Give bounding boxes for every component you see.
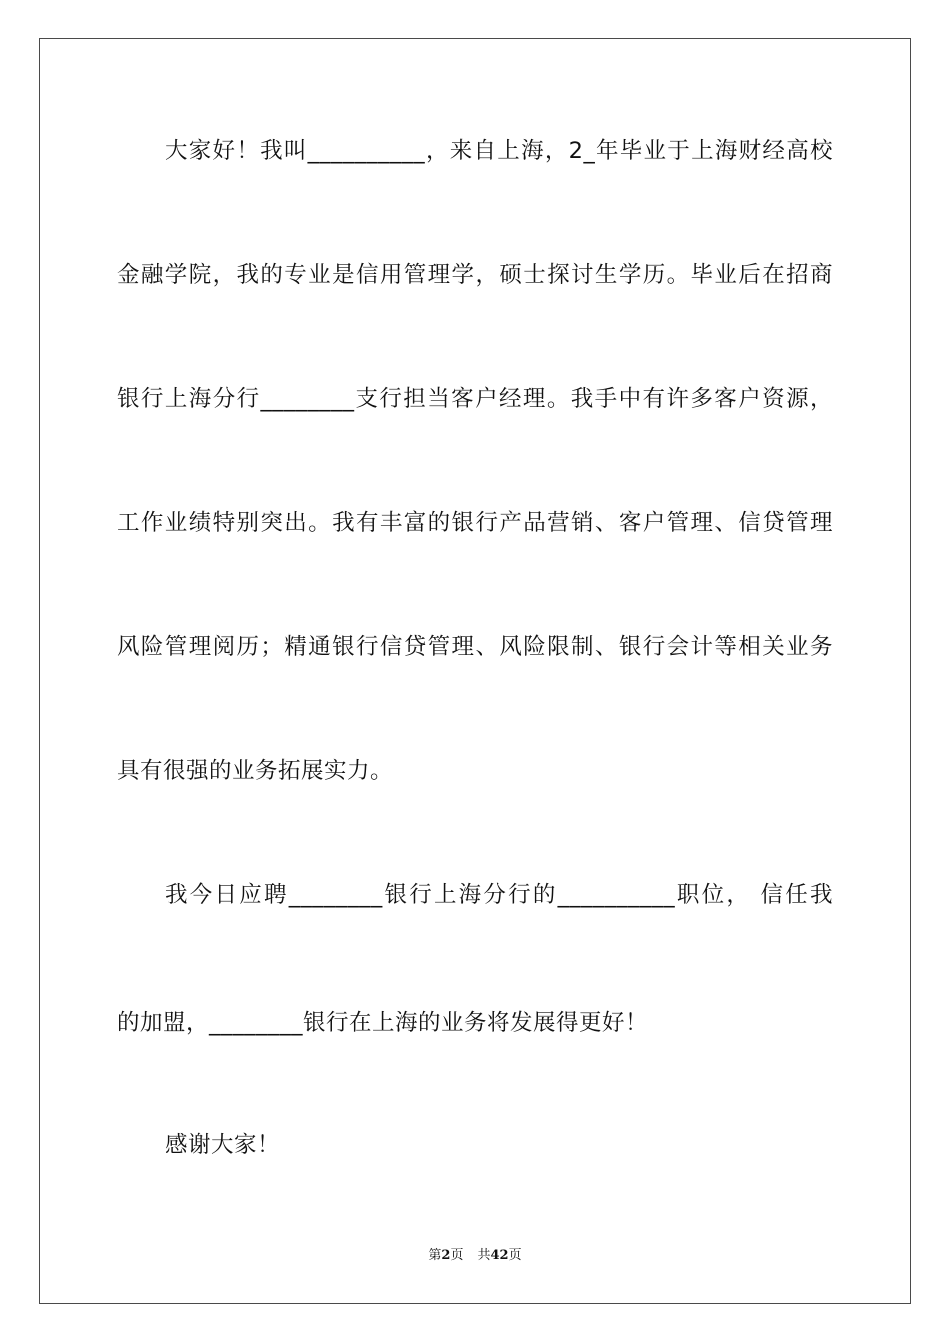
footer-page-suffix: 页 xyxy=(450,1248,464,1263)
closing-line: 感谢大家！ xyxy=(165,1132,281,1158)
paragraph-line-1: 大家好！我叫__________，来自上海，2_年毕业于上海财经高校 xyxy=(165,138,833,164)
footer-page-prefix: 第 xyxy=(428,1248,442,1263)
paragraph-line-3: 银行上海分行________支行担当客户经理。我手中有许多客户资源， xyxy=(117,386,833,412)
paragraph-line-5: 风险管理阅历；精通银行信贷管理、风险限制、银行会计等相关业务 xyxy=(117,634,833,660)
page-footer xyxy=(0,1247,950,1265)
footer-total-suffix: 页 xyxy=(508,1248,522,1263)
footer-page-number: 2 xyxy=(441,1248,451,1263)
footer-total-prefix: 共 xyxy=(477,1248,491,1263)
paragraph-line-6: 具有很强的业务拓展实力。 xyxy=(117,758,394,784)
paragraph-line-2: 金融学院，我的专业是信用管理学，硕士探讨生学历。毕业后在招商 xyxy=(117,262,833,288)
footer-total-number: 42 xyxy=(490,1248,509,1263)
paragraph-line-7: 我今日应聘________银行上海分行的__________职位， 信任我 xyxy=(165,882,833,908)
page-border xyxy=(39,38,911,1304)
paragraph-line-8: 的加盟，________银行在上海的业务将发展得更好！ xyxy=(117,1010,649,1036)
paragraph-line-4: 工作业绩特别突出。我有丰富的银行产品营销、客户管理、信贷管理 xyxy=(117,510,833,536)
